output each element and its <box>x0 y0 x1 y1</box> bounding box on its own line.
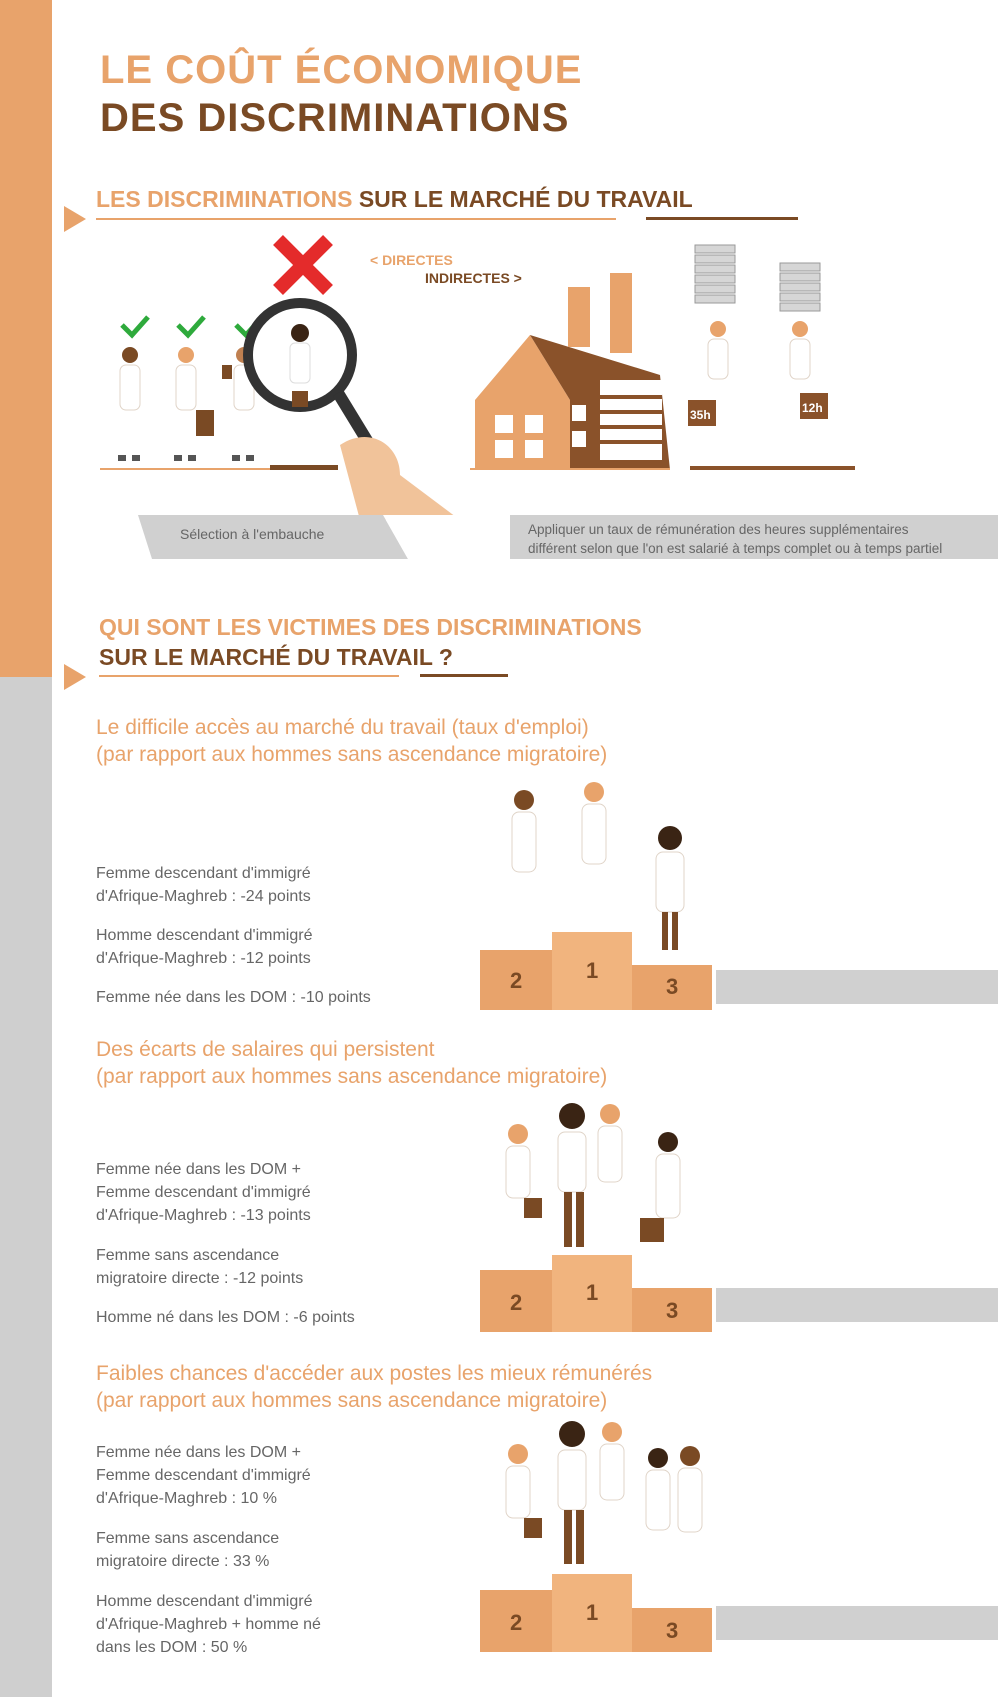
block1-heading-line2: (par rapport aux hommes sans ascendance migratoire) <box>96 743 608 766</box>
block3-item-2 <box>96 1527 279 1573</box>
block3-item-1-l3: d'Afrique-Maghreb : 10 % <box>96 1490 277 1507</box>
block1-item-3-l1: Femme née dans les DOM : -10 points <box>96 989 371 1006</box>
block2-item-1-l3: d'Afrique-Maghreb : -13 points <box>96 1207 311 1224</box>
block2-item-2-l1: Femme sans ascendance <box>96 1247 280 1264</box>
block1-item-2-l1: Homme descendant d'immigré <box>96 927 313 944</box>
block1-item-1-l2: d'Afrique-Maghreb : -24 points <box>96 888 311 905</box>
person-icon <box>708 321 810 379</box>
section1-title-brown: SUR LE MARCHÉ DU TRAVAIL <box>358 186 693 212</box>
section2-underline-accent <box>420 674 508 677</box>
block3-item-3-l1: Homme descendant d'immigré <box>96 1593 313 1610</box>
section1-title-orange: LES DISCRIMINATIONS <box>96 186 353 212</box>
podium-2-third: 3 <box>666 1298 679 1323</box>
block2-item-3 <box>96 1306 355 1329</box>
podium-1-third: 3 <box>666 974 679 999</box>
block2-item-3-l1: Homme né dans les DOM : -6 points <box>96 1309 355 1326</box>
label-indirectes: INDIRECTES > <box>425 270 522 286</box>
section2-title-line1: QUI SONT LES VICTIMES DES DISCRIMINATIONS <box>99 614 642 640</box>
podium-3-second: 2 <box>510 1610 523 1635</box>
podium-3 <box>480 1416 998 1652</box>
podium-3-third: 3 <box>666 1618 679 1643</box>
block3-item-1-l2: Femme descendant d'immigré <box>96 1467 311 1484</box>
bag-12h: 12h <box>802 401 823 415</box>
block2-heading-line1: Des écarts de salaires qui persistent <box>96 1038 435 1061</box>
check-icon <box>122 317 262 335</box>
section2-arrow-icon <box>64 664 86 690</box>
person-icon <box>506 1421 702 1564</box>
block2-heading-line2: (par rapport aux hommes sans ascendance migratoire) <box>96 1065 608 1088</box>
section1-underline <box>96 218 616 220</box>
person-icon <box>512 782 684 950</box>
person-icon <box>506 1103 680 1247</box>
block3-heading-line2: (par rapport aux hommes sans ascendance migratoire) <box>96 1389 608 1412</box>
side-bar-orange <box>0 0 52 677</box>
block1-item-2 <box>96 924 312 970</box>
block3-item-2-l1: Femme sans ascendance <box>96 1530 280 1547</box>
block2-item-1-l1: Femme née dans les DOM + <box>96 1161 301 1178</box>
label-directes: < DIRECTES <box>370 252 453 268</box>
caption-right-line2: différent selon que l'on est salarié à temps complet ou à temps partiel <box>528 541 943 556</box>
bag-35h: 35h <box>690 408 711 422</box>
block3-item-2-l2: migratoire directe : 33 % <box>96 1553 270 1570</box>
podium-1-first: 1 <box>586 958 599 983</box>
caption-selection-embauche: Sélection à l'embauche <box>180 526 325 542</box>
section1-title <box>96 186 693 213</box>
caption-heures-supplementaires <box>528 520 942 558</box>
money-stack-icon <box>695 245 820 311</box>
factory-icon <box>475 273 670 470</box>
block3-item-3-l3: dans les DOM : 50 % <box>96 1639 248 1656</box>
block1-item-3 <box>96 986 371 1009</box>
podium-1 <box>480 780 998 1010</box>
section1-underline-accent <box>646 217 798 220</box>
block3-item-3 <box>96 1590 321 1659</box>
main-title-line1: LE COÛT ÉCONOMIQUE <box>100 48 583 92</box>
section1-illustration <box>100 235 960 525</box>
block3-item-2-l2b: d'Afrique-Maghreb + homme né <box>96 1616 321 1633</box>
block2-item-2-l2: migratoire directe : -12 points <box>96 1270 304 1287</box>
side-bar-grey <box>0 677 52 1697</box>
block3-heading <box>96 1360 652 1414</box>
section2-underline <box>99 675 399 677</box>
podium-2 <box>480 1100 998 1332</box>
cross-icon <box>278 240 328 290</box>
block1-item-1-l1: Femme descendant d'immigré <box>96 865 311 882</box>
section2-title-line2: SUR LE MARCHÉ DU TRAVAIL ? <box>99 644 453 670</box>
main-title-line2: DES DISCRIMINATIONS <box>100 96 570 140</box>
podium-1-second: 2 <box>510 968 523 993</box>
block2-item-1-l2: Femme descendant d'immigré <box>96 1184 311 1201</box>
block2-item-1 <box>96 1158 311 1227</box>
block3-item-1-l1: Femme née dans les DOM + <box>96 1444 301 1461</box>
block1-heading-line1: Le difficile accès au marché du travail (taux d'emploi) <box>96 716 589 739</box>
person-icon <box>118 347 254 461</box>
block1-item-1 <box>96 862 311 908</box>
block3-heading-line1: Faibles chances d'accéder aux postes les mieux rémunérés <box>96 1362 653 1385</box>
magnifier-icon <box>248 303 460 520</box>
block3-item-1 <box>96 1441 311 1510</box>
block1-heading <box>96 714 607 768</box>
block1-item-2-l2: d'Afrique-Maghreb : -12 points <box>96 950 311 967</box>
caption-right-line1: Appliquer un taux de rémunération des heures supplémentaires <box>528 522 909 537</box>
podium-2-first: 1 <box>586 1280 599 1305</box>
podium-2-second: 2 <box>510 1290 523 1315</box>
podium-3-first: 1 <box>586 1600 599 1625</box>
briefcase-icon <box>688 393 828 426</box>
block2-heading <box>96 1036 607 1090</box>
section1-arrow-icon <box>64 206 86 232</box>
block2-item-2 <box>96 1244 303 1290</box>
